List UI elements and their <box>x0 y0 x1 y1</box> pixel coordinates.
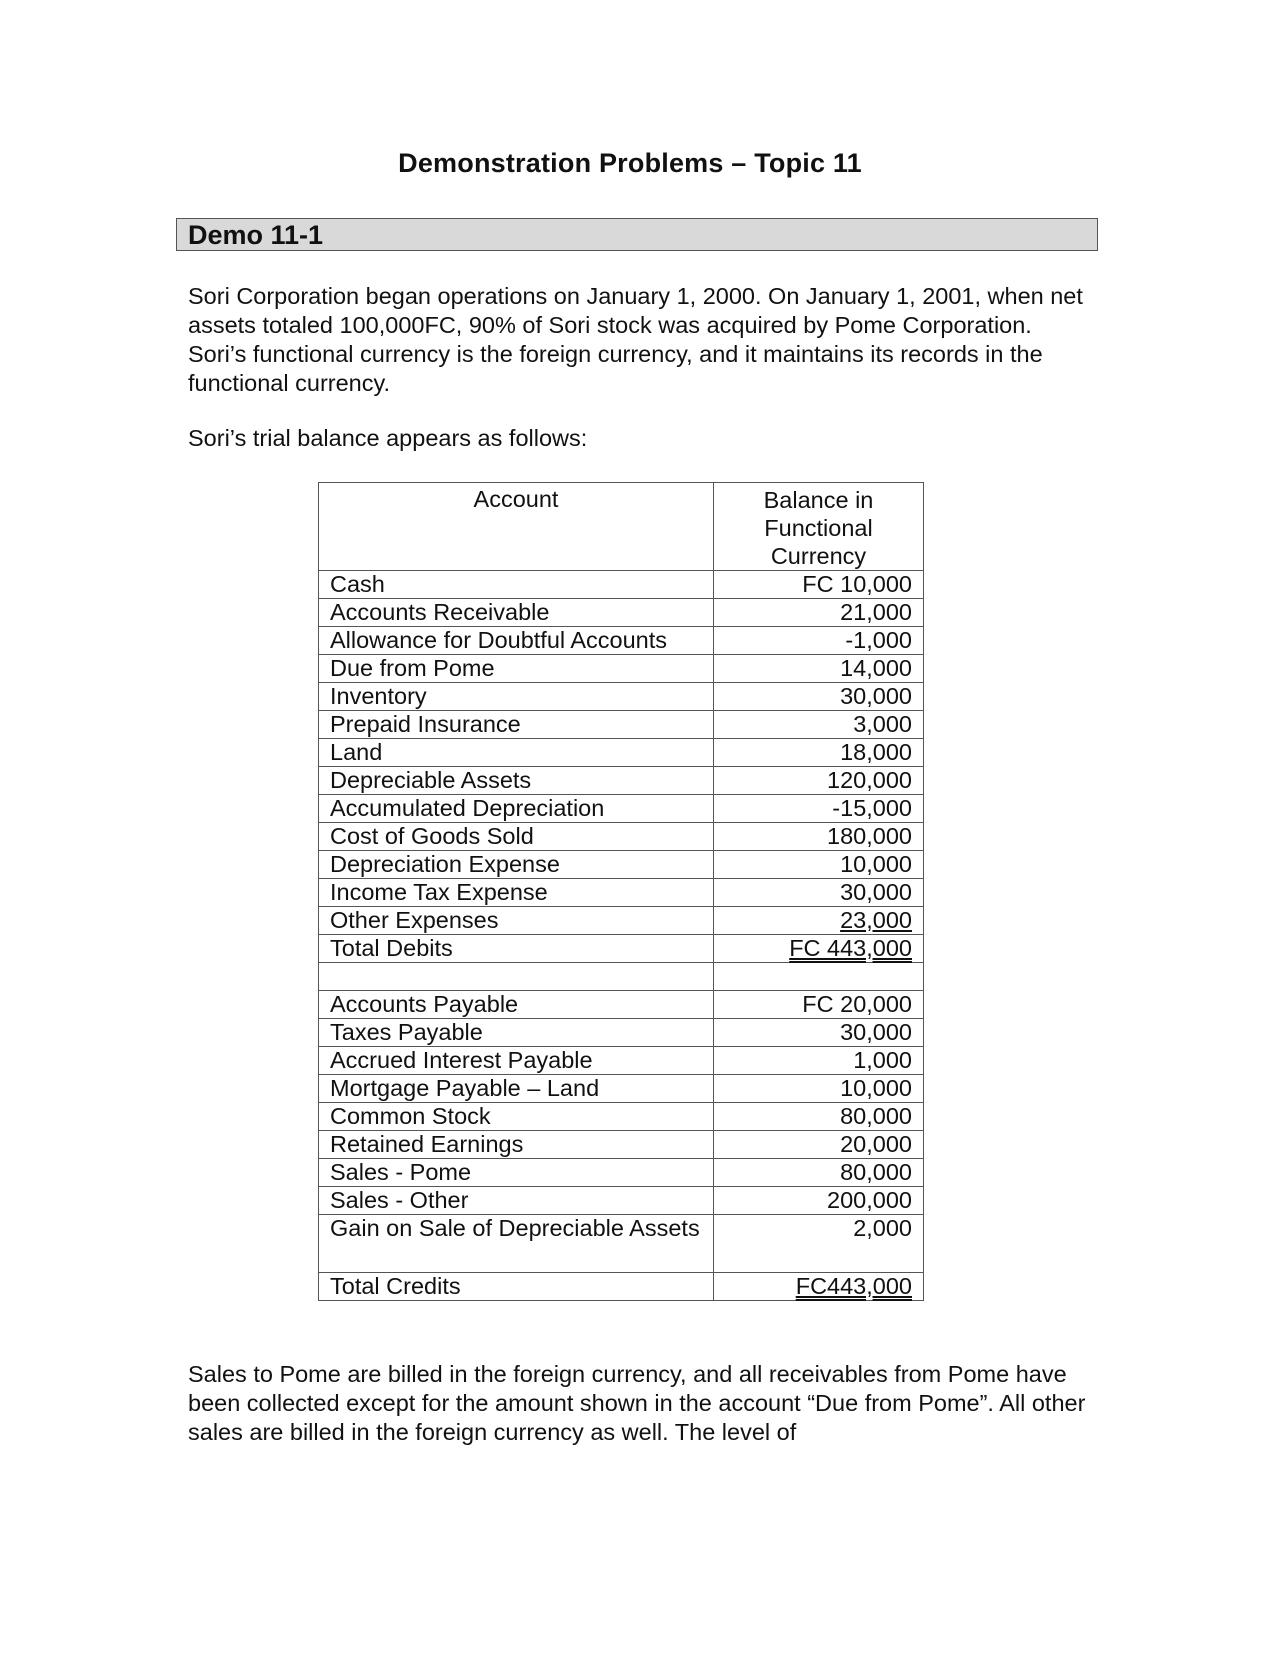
table-row <box>319 795 924 823</box>
header-balance: Balance in Functional Currency <box>714 483 924 571</box>
account-cell: Accrued Interest Payable <box>319 1046 714 1074</box>
table-row <box>319 571 924 599</box>
trial-balance-table <box>318 482 924 1301</box>
balance-cell: FC443,000 <box>714 1272 924 1300</box>
balance-cell <box>714 963 924 991</box>
table-row <box>319 1018 924 1046</box>
balance-cell: 21,000 <box>714 599 924 627</box>
account-cell: Cash <box>319 571 714 599</box>
account-cell: Common Stock <box>319 1102 714 1130</box>
balance-cell: 200,000 <box>714 1186 924 1214</box>
account-cell: Prepaid Insurance <box>319 711 714 739</box>
balance-cell: -1,000 <box>714 627 924 655</box>
balance-cell: FC 443,000 <box>714 935 924 963</box>
table-row <box>319 627 924 655</box>
table-row <box>319 683 924 711</box>
account-cell: Allowance for Doubtful Accounts <box>319 627 714 655</box>
table-row <box>319 1102 924 1130</box>
account-cell: Due from Pome <box>319 655 714 683</box>
balance-cell: 14,000 <box>714 655 924 683</box>
balance-cell: 1,000 <box>714 1046 924 1074</box>
account-cell: Total Credits <box>319 1272 714 1300</box>
table-row <box>319 599 924 627</box>
section-title: Demo 11-1 <box>188 220 324 250</box>
table-row <box>319 1214 924 1272</box>
section-header <box>176 218 1098 251</box>
balance-cell: 20,000 <box>714 1130 924 1158</box>
balance-cell: 80,000 <box>714 1102 924 1130</box>
balance-cell: 30,000 <box>714 1018 924 1046</box>
account-cell: Taxes Payable <box>319 1018 714 1046</box>
balance-cell: 80,000 <box>714 1158 924 1186</box>
account-cell: Inventory <box>319 683 714 711</box>
total-credits-row <box>319 1272 924 1300</box>
account-cell: Land <box>319 739 714 767</box>
account-cell: Depreciation Expense <box>319 851 714 879</box>
spacer-row <box>319 963 924 991</box>
balance-cell: 2,000 <box>714 1214 924 1272</box>
account-cell: Cost of Goods Sold <box>319 823 714 851</box>
account-cell: Retained Earnings <box>319 1130 714 1158</box>
balance-cell: 10,000 <box>714 851 924 879</box>
table-row <box>319 879 924 907</box>
account-cell: Accumulated Depreciation <box>319 795 714 823</box>
account-cell: Total Debits <box>319 935 714 963</box>
trial-balance-lead: Sori’s trial balance appears as follows: <box>188 425 588 451</box>
table-row <box>319 767 924 795</box>
account-cell: Sales - Other <box>319 1186 714 1214</box>
table-row <box>319 851 924 879</box>
total-debits-row <box>319 935 924 963</box>
balance-cell: FC 10,000 <box>714 571 924 599</box>
table-row <box>319 990 924 1018</box>
closing-paragraph: Sales to Pome are billed in the foreign currency, and all receivables from Pome have been collected except for the amount shown in the account “Due from Pome”. All other sales are billed in the foreign currency as well. The level of <box>188 1361 1086 1445</box>
balance-cell: 30,000 <box>714 683 924 711</box>
table-row <box>319 1158 924 1186</box>
table-row <box>319 1130 924 1158</box>
balance-cell: 30,000 <box>714 879 924 907</box>
account-cell: Other Expenses <box>319 907 714 935</box>
balance-cell: FC 20,000 <box>714 990 924 1018</box>
table-row <box>319 655 924 683</box>
balance-cell: 10,000 <box>714 1074 924 1102</box>
balance-cell: -15,000 <box>714 795 924 823</box>
page-title: Demonstration Problems – Topic 11 <box>398 148 862 178</box>
header-account: Account <box>319 483 714 571</box>
account-cell: Accounts Payable <box>319 990 714 1018</box>
table-row <box>319 1074 924 1102</box>
table-row <box>319 739 924 767</box>
balance-cell: 23,000 <box>714 907 924 935</box>
table-row <box>319 907 924 935</box>
balance-cell: 18,000 <box>714 739 924 767</box>
table-row <box>319 711 924 739</box>
account-cell: Income Tax Expense <box>319 879 714 907</box>
balance-cell: 120,000 <box>714 767 924 795</box>
table-header-row <box>319 483 924 571</box>
account-cell: Accounts Receivable <box>319 599 714 627</box>
account-cell <box>319 963 714 991</box>
account-cell: Mortgage Payable – Land <box>319 1074 714 1102</box>
table-row <box>319 823 924 851</box>
balance-cell: 180,000 <box>714 823 924 851</box>
account-cell: Depreciable Assets <box>319 767 714 795</box>
intro-paragraph: Sori Corporation began operations on January 1, 2000. On January 1, 2001, when net assets totaled 100,000FC, 90% of Sori stock was acquired by Pome Corporation. Sori’s functional currency is the foreign currency, and it maintains its records in the functional currency. <box>188 283 1083 396</box>
account-cell: Gain on Sale of Depreciable Assets <box>319 1214 714 1272</box>
table-row <box>319 1046 924 1074</box>
balance-cell: 3,000 <box>714 711 924 739</box>
table-row <box>319 1186 924 1214</box>
account-cell: Sales - Pome <box>319 1158 714 1186</box>
